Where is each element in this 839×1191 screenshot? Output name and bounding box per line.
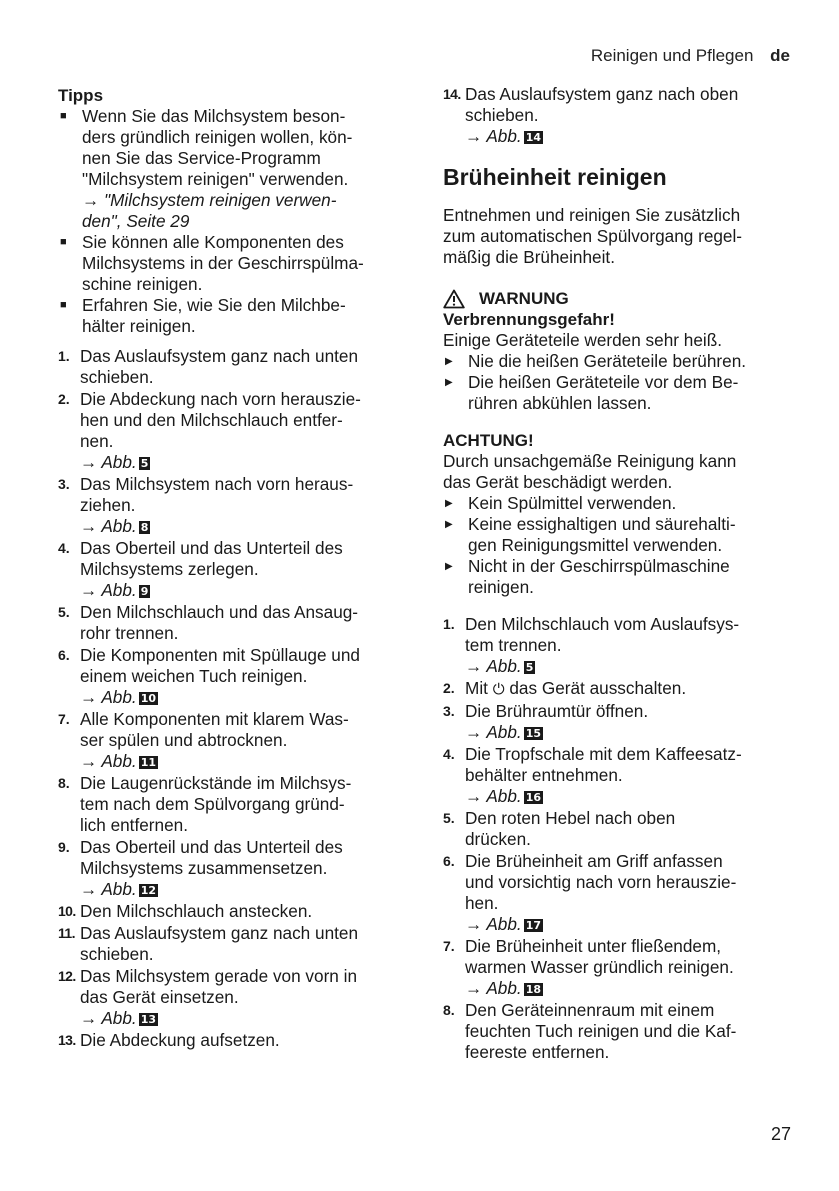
warning-subtitle: Verbrennungsgefahr!: [443, 310, 615, 329]
cross-reference: → "Milchsystem reinigen verwen-: [82, 190, 337, 210]
bullet-line: hälter reinigen.: [82, 316, 196, 336]
instruction-step: [58, 709, 413, 772]
caution-items: [443, 493, 793, 598]
step-line: ser spülen und abtrocknen.: [80, 730, 288, 750]
step-line: Die Laugenrückstände im Milchsys-: [80, 773, 352, 793]
instruction-step: [443, 936, 793, 999]
step-line: feuchten Tuch reinigen und die Kaf-: [465, 1021, 737, 1041]
brewing-unit-steps: [443, 614, 793, 1063]
step-number: 1.: [58, 348, 70, 364]
step-line: schieben.: [465, 105, 539, 125]
step-number: 6.: [58, 647, 70, 663]
figure-number-badge: 18: [525, 983, 541, 996]
warning-item: [443, 372, 793, 414]
step-text: [80, 966, 413, 1029]
bullet-text: [468, 372, 793, 414]
caution-item: [443, 514, 793, 556]
warning-triangle-icon: [443, 289, 465, 309]
triangle-bullet-icon: ▶: [445, 356, 453, 367]
instruction-step: [58, 837, 413, 900]
step-number: 4.: [58, 540, 70, 556]
bullet-line: nen Sie das Service-Programm: [82, 148, 321, 168]
step-line: ziehen.: [80, 495, 136, 515]
step-line: feereste entfernen.: [465, 1042, 610, 1062]
step-text: [465, 84, 793, 147]
caution-label: ACHTUNG!: [443, 431, 534, 450]
step-line: Das Oberteil und das Unterteil des: [80, 837, 343, 857]
figure-reference: [80, 516, 413, 537]
bullet-line: rühren abkühlen lassen.: [468, 393, 652, 413]
intro-line: Entnehmen und reinigen Sie zusätzlich: [443, 205, 741, 225]
figure-ref-label: → Abb.: [465, 656, 522, 676]
step-line: Das Auslaufsystem ganz nach oben: [465, 84, 739, 104]
step-line: hen und den Milchschlauch entfer-: [80, 410, 343, 430]
instruction-step: [443, 851, 793, 935]
step-text: [465, 744, 793, 807]
instruction-step: [58, 602, 413, 644]
bullet-line: "Milchsystem reinigen" verwenden.: [82, 169, 349, 189]
warning-text: Einige Geräteteile werden sehr heiß.: [443, 330, 722, 350]
figure-number-badge: 10: [140, 692, 156, 705]
intro-line: zum automatischen Spülvorgang regel-: [443, 226, 743, 246]
figure-reference: [465, 978, 793, 999]
running-header: [591, 46, 790, 66]
step-line: Den roten Hebel nach oben: [465, 808, 676, 828]
triangle-bullet-icon: ▶: [445, 498, 453, 509]
step-text: [80, 645, 413, 708]
step-number: 2.: [443, 680, 455, 696]
step-text: [465, 808, 793, 850]
figure-number-badge: 12: [140, 884, 156, 897]
bullet-line: Die heißen Geräteteile vor dem Be-: [468, 372, 739, 392]
step-line: Die Brühraumtür öffnen.: [465, 701, 649, 721]
figure-reference: [80, 751, 413, 772]
step-line: Die Brüheinheit unter fließendem,: [465, 936, 722, 956]
step-text: [80, 773, 413, 836]
instruction-step: [58, 901, 413, 922]
step-text: [80, 901, 413, 922]
step-line: Das Milchsystem gerade von vorn in: [80, 966, 358, 986]
step-number: 9.: [58, 839, 70, 855]
figure-ref-label: → Abb.: [465, 978, 522, 998]
square-bullet-icon: ■: [60, 236, 67, 248]
step-line: das Gerät einsetzen.: [80, 987, 239, 1007]
step-line: Das Auslaufsystem ganz nach unten: [80, 923, 359, 943]
step-line: und vorsichtig nach vorn herauszie-: [465, 872, 737, 892]
step-line: behälter entnehmen.: [465, 765, 623, 785]
figure-number-badge: 8: [140, 521, 149, 534]
figure-number-badge: 5: [525, 661, 534, 674]
figure-ref-label: → Abb.: [80, 580, 137, 600]
triangle-bullet-icon: ▶: [445, 519, 453, 530]
figure-reference: [465, 914, 793, 935]
figure-ref-label: → Abb.: [465, 914, 522, 934]
step-line: tem nach dem Spülvorgang gründ-: [80, 794, 345, 814]
step-line: tem trennen.: [465, 635, 562, 655]
figure-ref-label: → Abb.: [465, 126, 522, 146]
square-bullet-icon: ■: [60, 299, 67, 311]
instruction-step: [443, 84, 793, 147]
section-title: Reinigen und Pflegen: [590, 46, 754, 65]
step-number: 14.: [443, 86, 461, 102]
bullet-text: [468, 493, 793, 514]
figure-ref-label: → Abb.: [80, 687, 137, 707]
step-line: Das Auslaufsystem ganz nach unten: [80, 346, 359, 366]
warning-header: [443, 288, 793, 309]
step-text: [465, 614, 793, 677]
caution-item: [443, 493, 793, 514]
figure-ref-label: → Abb.: [80, 516, 137, 536]
step-line: hen.: [465, 893, 499, 913]
step-text-pre: Mit: [465, 678, 493, 698]
step-number: 6.: [443, 853, 455, 869]
tip-item: [58, 295, 413, 337]
caution-line: Durch unsachgemäße Reinigung kann: [443, 451, 737, 471]
step-line: Die Brüheinheit am Griff anfassen: [465, 851, 723, 871]
bullet-line: gen Reinigungsmittel verwenden.: [468, 535, 723, 555]
instruction-step: [443, 1000, 793, 1063]
warning-block: [443, 288, 793, 414]
step-text: [80, 602, 413, 644]
power-icon: ⏻: [492, 681, 505, 698]
tip-item: [58, 106, 413, 232]
step-line: Milchsystems zusammensetzen.: [80, 858, 328, 878]
step-line: Das Oberteil und das Unterteil des: [80, 538, 343, 558]
bullet-line: Keine essighaltigen und säurehalti-: [468, 514, 736, 534]
page-number: 27: [770, 1124, 791, 1144]
step-number: 3.: [443, 703, 455, 719]
step-line: Den Geräteinnenraum mit einem: [465, 1000, 715, 1020]
figure-reference: [80, 452, 413, 473]
step-line: [465, 678, 793, 700]
warning-label: WARNUNG: [479, 289, 569, 308]
bullet-text: [82, 106, 413, 232]
bullet-line: schine reinigen.: [82, 274, 203, 294]
step-text: [465, 701, 793, 743]
bullet-line: Sie können alle Komponenten des: [82, 232, 344, 252]
triangle-bullet-icon: ▶: [445, 561, 453, 572]
step-text: [465, 936, 793, 999]
step-line: einem weichen Tuch reinigen.: [80, 666, 308, 686]
figure-reference: [80, 1008, 413, 1029]
step-text: [80, 389, 413, 473]
step-line: Die Komponenten mit Spüllauge und: [80, 645, 360, 665]
bullet-text: [468, 556, 793, 598]
left-column: [58, 84, 413, 1052]
bullet-line: Nicht in der Geschirrspülmaschine: [468, 556, 730, 576]
bullet-line: Nie die heißen Geräteteile berühren.: [468, 351, 747, 371]
step-number: 5.: [443, 810, 455, 826]
figure-number-badge: 5: [140, 457, 149, 470]
step-line: Das Milchsystem nach vorn heraus-: [80, 474, 354, 494]
step-number: 13.: [58, 1032, 76, 1048]
step-number: 11.: [58, 925, 75, 941]
step-14: [443, 84, 793, 147]
step-text: [80, 346, 413, 388]
figure-number-badge: 15: [525, 727, 541, 740]
figure-reference: [80, 879, 413, 900]
step-line: nen.: [80, 431, 114, 451]
step-number: 5.: [58, 604, 70, 620]
step-line: rohr trennen.: [80, 623, 179, 643]
figure-ref-label: → Abb.: [465, 722, 522, 742]
step-number: 2.: [58, 391, 70, 407]
step-text: [80, 1030, 413, 1051]
tip-item: [58, 232, 413, 295]
step-text: [80, 474, 413, 537]
section-heading-brueheinheit: Brüheinheit reinigen: [443, 164, 667, 190]
figure-number-badge: 17: [525, 919, 541, 932]
instruction-step: [58, 966, 413, 1029]
instruction-step: [443, 614, 793, 677]
bullet-text: [468, 351, 793, 372]
language-code: de: [770, 46, 790, 65]
bullet-text: [82, 295, 413, 337]
step-line: Den Milchschlauch und das Ansaug-: [80, 602, 359, 622]
instruction-step: [443, 678, 793, 700]
instruction-step: [443, 744, 793, 807]
figure-ref-label: → Abb.: [80, 879, 137, 899]
instruction-step: [443, 808, 793, 850]
warning-item: [443, 351, 793, 372]
step-line: Die Abdeckung nach vorn herauszie-: [80, 389, 361, 409]
step-line: lich entfernen.: [80, 815, 188, 835]
step-line: Die Abdeckung aufsetzen.: [80, 1030, 280, 1050]
tips-list: [58, 106, 413, 337]
figure-number-badge: 13: [140, 1013, 156, 1026]
step-line: drücken.: [465, 829, 531, 849]
step-number: 8.: [58, 775, 70, 791]
figure-reference: [80, 580, 413, 601]
step-number: 1.: [443, 616, 455, 632]
intro-line: mäßig die Brüheinheit.: [443, 247, 615, 267]
instruction-step: [58, 389, 413, 473]
figure-reference: [465, 722, 793, 743]
figure-reference: [465, 786, 793, 807]
step-number: 12.: [58, 968, 76, 984]
intro-paragraph: [443, 205, 793, 268]
bullet-line: Wenn Sie das Milchsystem beson-: [82, 106, 346, 126]
instruction-step: [58, 773, 413, 836]
step-line: schieben.: [80, 367, 154, 387]
step-line: Alle Komponenten mit klarem Was-: [80, 709, 349, 729]
triangle-bullet-icon: ▶: [445, 377, 453, 388]
figure-number-badge: 14: [525, 131, 541, 144]
bullet-text: [468, 514, 793, 556]
instruction-step: [58, 1030, 413, 1051]
bullet-line: ders gründlich reinigen wollen, kön-: [82, 127, 353, 147]
step-text: [80, 837, 413, 900]
figure-reference: [80, 687, 413, 708]
step-text: [80, 923, 413, 965]
milk-system-steps: [58, 346, 413, 1051]
caution-item: [443, 556, 793, 598]
figure-ref-label: → Abb.: [80, 751, 137, 771]
step-text-post: das Gerät ausschalten.: [504, 678, 687, 698]
step-line: Milchsystems zerlegen.: [80, 559, 259, 579]
instruction-step: [58, 645, 413, 708]
figure-ref-label: → Abb.: [80, 1008, 137, 1028]
step-text: [80, 538, 413, 601]
figure-number-badge: 16: [525, 791, 541, 804]
tips-heading: Tipps: [58, 86, 104, 105]
bullet-text: [82, 232, 413, 295]
bullet-line: Milchsystems in der Geschirrspülma-: [82, 253, 364, 273]
step-text: [465, 1000, 793, 1063]
figure-number-badge: 11: [140, 756, 156, 769]
step-text: [465, 851, 793, 935]
instruction-step: [58, 923, 413, 965]
bullet-line: reinigen.: [468, 577, 534, 597]
step-text: [465, 678, 793, 700]
figure-reference: [465, 126, 793, 147]
figure-ref-label: → Abb.: [465, 786, 522, 806]
step-number: 3.: [58, 476, 70, 492]
step-line: Die Tropfschale mit dem Kaffeesatz-: [465, 744, 742, 764]
instruction-step: [58, 474, 413, 537]
step-number: 8.: [443, 1002, 455, 1018]
cross-reference: den", Seite 29: [82, 211, 190, 231]
caution-text: [443, 451, 793, 493]
caution-block: [443, 430, 793, 598]
instruction-step: [443, 701, 793, 743]
step-number: 7.: [58, 711, 70, 727]
figure-reference: [465, 656, 793, 677]
step-number: 7.: [443, 938, 455, 954]
step-number: 4.: [443, 746, 455, 762]
square-bullet-icon: ■: [60, 110, 67, 122]
caution-line: das Gerät beschädigt werden.: [443, 472, 673, 492]
right-column: [443, 84, 793, 1064]
instruction-step: [58, 538, 413, 601]
step-line: Den Milchschlauch anstecken.: [80, 901, 313, 921]
step-line: Den Milchschlauch vom Auslaufsys-: [465, 614, 740, 634]
step-text: [80, 709, 413, 772]
bullet-line: Kein Spülmittel verwenden.: [468, 493, 677, 513]
warning-items: [443, 351, 793, 414]
figure-number-badge: 9: [140, 585, 149, 598]
bullet-line: Erfahren Sie, wie Sie den Milchbe-: [82, 295, 346, 315]
step-number: 10.: [58, 903, 76, 919]
step-line: warmen Wasser gründlich reinigen.: [465, 957, 734, 977]
step-line: schieben.: [80, 944, 154, 964]
instruction-step: [58, 346, 413, 388]
figure-ref-label: → Abb.: [80, 452, 137, 472]
